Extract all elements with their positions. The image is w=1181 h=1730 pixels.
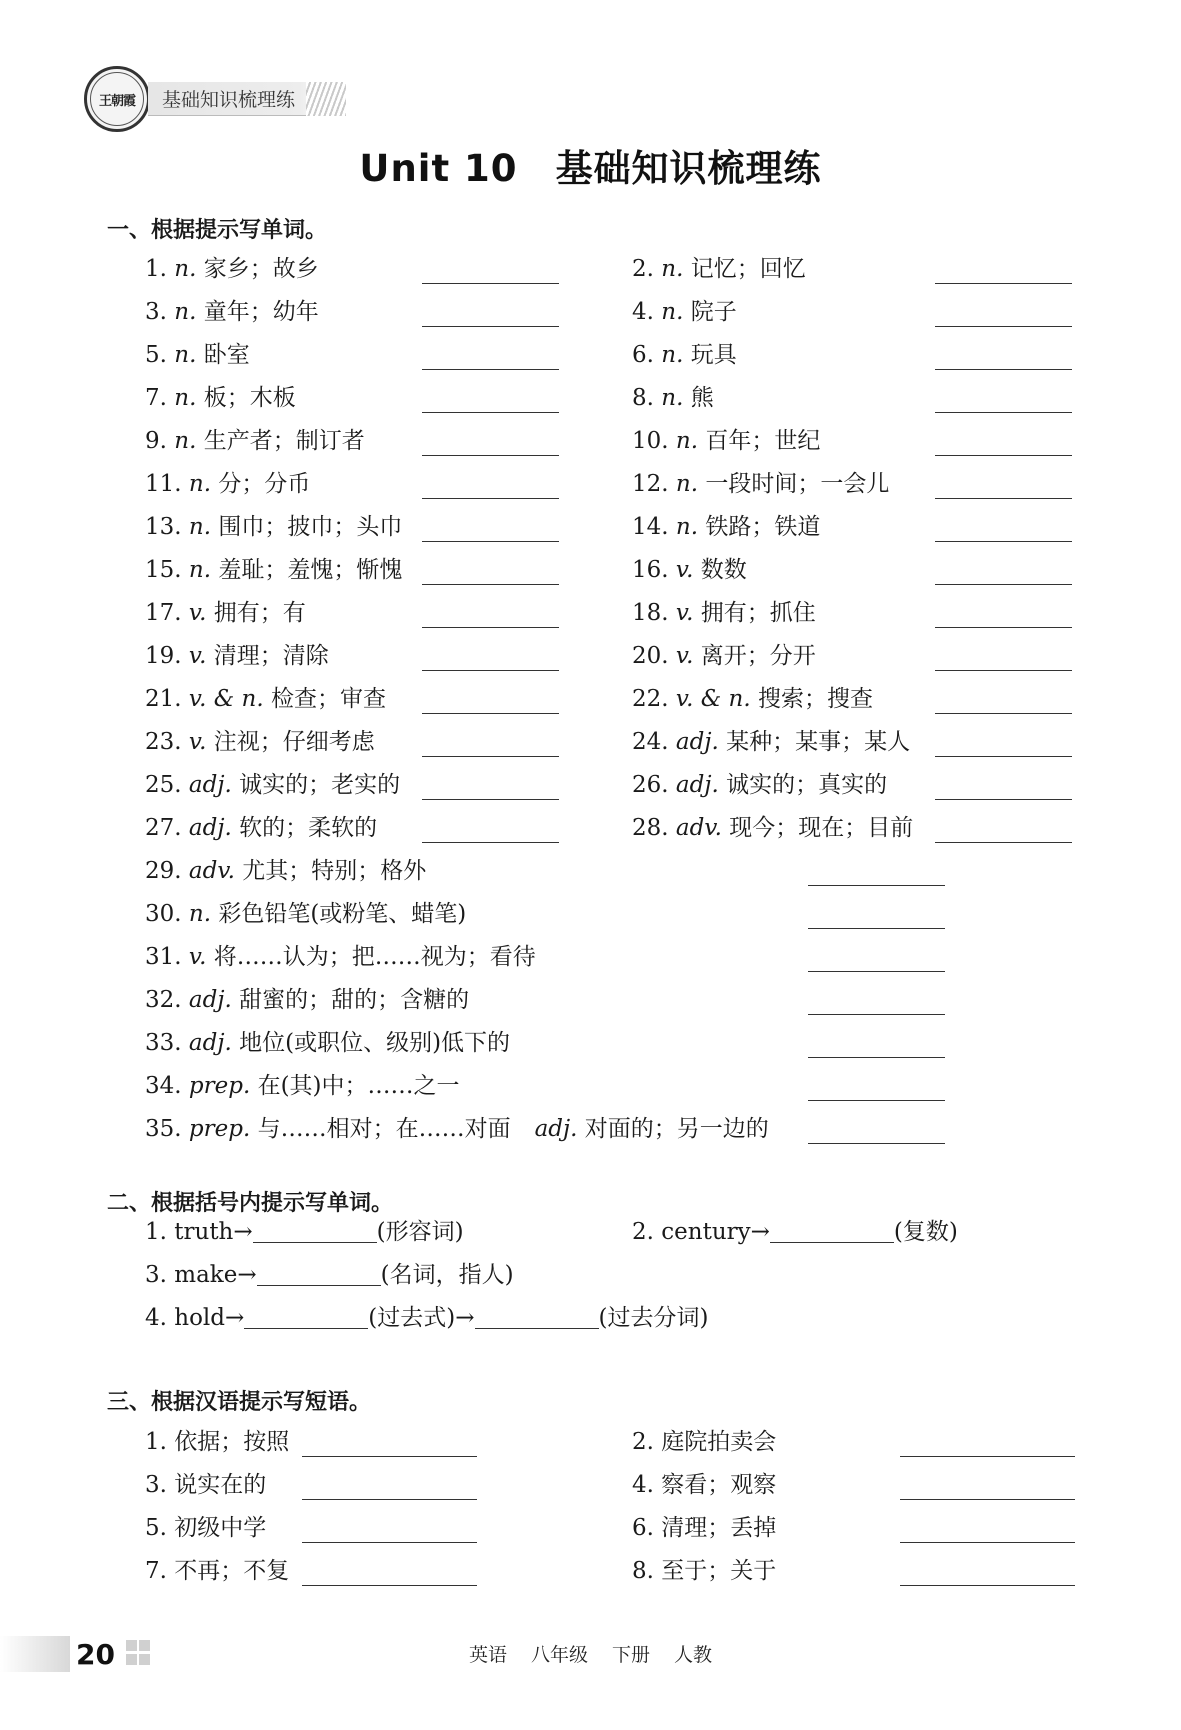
- answer-blank[interactable]: [935, 799, 1072, 800]
- item-phrase-hint: 察看；观察: [661, 1472, 777, 1498]
- item-meaning: 羞耻；羞愧；惭愧: [218, 557, 403, 583]
- answer-blank[interactable]: [422, 756, 559, 757]
- part-of-speech: v.: [188, 729, 207, 755]
- item-meaning: 一段时间；一会儿: [705, 471, 890, 497]
- answer-blank[interactable]: [900, 1456, 1075, 1457]
- part-of-speech: v. & n.: [188, 686, 264, 712]
- item-number: 2.: [632, 1219, 654, 1245]
- part-of-speech: n.: [675, 514, 699, 540]
- s1-item-23: [145, 728, 375, 756]
- answer-blank[interactable]: [808, 1100, 945, 1101]
- part-of-speech: n.: [174, 299, 197, 325]
- item-number: 17.: [145, 600, 182, 626]
- item-hint: (名词，指人): [380, 1262, 514, 1288]
- s1-item-5: [145, 341, 250, 369]
- s3-item-6: [632, 1514, 776, 1542]
- item-meaning: 地位(或职位、级别)低下的: [239, 1030, 511, 1056]
- item-number: 3.: [145, 1262, 167, 1288]
- item-number: 31.: [145, 944, 182, 970]
- part-of-speech: v.: [675, 600, 694, 626]
- section2-heading: 二、根据括号内提示写单词。: [107, 1191, 394, 1216]
- answer-blank[interactable]: [770, 1242, 894, 1243]
- part-of-speech: v.: [188, 643, 207, 669]
- item-meaning: 拥有；抓住: [700, 600, 816, 626]
- item-number: 27.: [145, 815, 182, 841]
- s1-item-20: [632, 642, 816, 670]
- part-of-speech: adv.: [675, 815, 722, 841]
- answer-blank[interactable]: [244, 1328, 368, 1329]
- answer-blank[interactable]: [422, 842, 559, 843]
- s3-item-7: [145, 1557, 289, 1585]
- item-number: 6.: [632, 1515, 654, 1541]
- answer-blank[interactable]: [257, 1285, 381, 1286]
- item-meaning: 甜蜜的；甜的；含糖的: [239, 987, 470, 1013]
- item-number: 21.: [145, 686, 182, 712]
- answer-blank[interactable]: [302, 1499, 477, 1500]
- item-meaning: 熊: [690, 385, 714, 411]
- item-meaning: 将……认为；把……视为；看待: [213, 944, 536, 970]
- item-number: 7.: [145, 1558, 167, 1584]
- item-phrase-hint: 至于；关于: [661, 1558, 777, 1584]
- answer-blank[interactable]: [808, 1014, 945, 1015]
- s1-item-19: [145, 642, 329, 670]
- s3-item-1: [145, 1428, 289, 1456]
- item-meaning: 检查；审查: [271, 686, 386, 712]
- item-meaning: 生产者；制订者: [203, 428, 365, 454]
- item-number: 7.: [145, 385, 167, 411]
- item-meaning: 卧室: [203, 342, 250, 368]
- item-meaning: 软的；柔软的: [239, 815, 378, 841]
- section1-heading: 一、根据提示写单词。: [107, 218, 328, 243]
- s1-item-28: [632, 814, 913, 842]
- answer-blank[interactable]: [422, 412, 559, 413]
- item-number: 22.: [632, 686, 669, 712]
- logo-text: 王朝霞: [90, 72, 144, 126]
- part-of-speech: n.: [661, 342, 684, 368]
- item-meaning: 拥有；有: [213, 600, 306, 626]
- s1-item-9: [145, 427, 365, 455]
- item-number: 24.: [632, 729, 669, 755]
- item-meaning: 搜索；搜查: [758, 686, 873, 712]
- part-of-speech: prep.: [188, 1073, 251, 1099]
- s1-item-22: [632, 685, 873, 713]
- part-of-speech: n.: [661, 256, 684, 282]
- s1-item-33: [145, 1029, 510, 1057]
- item-phrase-hint: 初级中学: [174, 1515, 267, 1541]
- item-phrase-hint: 说实在的: [174, 1472, 267, 1498]
- item-meaning: 分；分币: [218, 471, 311, 497]
- item-meaning: 铁路；铁道: [705, 514, 821, 540]
- answer-blank[interactable]: [422, 584, 559, 585]
- item-meaning: 数数: [700, 557, 747, 583]
- s1-item-35: [145, 1115, 769, 1143]
- answer-blank[interactable]: [935, 584, 1072, 585]
- answer-blank[interactable]: [302, 1456, 477, 1457]
- part-of-speech: n.: [174, 428, 197, 454]
- item-number: 8.: [632, 1558, 654, 1584]
- answer-blank[interactable]: [808, 928, 945, 929]
- item-hint: (复数): [893, 1219, 958, 1245]
- part-of-speech: adj.: [188, 987, 232, 1013]
- part-of-speech: n.: [188, 557, 212, 583]
- s2-item-1: [145, 1218, 464, 1246]
- part-of-speech: n.: [188, 514, 212, 540]
- item-meaning: 尤其；特别；格外: [242, 858, 427, 884]
- s1-item-13: [145, 513, 402, 541]
- part-of-speech: v.: [188, 600, 207, 626]
- item-word: century→: [661, 1219, 770, 1245]
- item-number: 4.: [632, 1472, 654, 1498]
- part-of-speech: n.: [661, 299, 684, 325]
- item-number: 34.: [145, 1073, 182, 1099]
- s1-item-29: [145, 857, 426, 885]
- item-number: 5.: [145, 1515, 167, 1541]
- item-meaning: 对面的；另一边的: [584, 1116, 769, 1142]
- part-of-speech: adj.: [534, 1116, 578, 1142]
- part-of-speech: n.: [661, 385, 684, 411]
- part-of-speech: adj.: [188, 772, 232, 798]
- footer-subject: 英语: [468, 1644, 507, 1666]
- answer-blank[interactable]: [475, 1328, 599, 1329]
- s1-item-27: [145, 814, 377, 842]
- s1-item-32: [145, 986, 469, 1014]
- s1-item-21: [145, 685, 386, 713]
- item-number: 8.: [632, 385, 654, 411]
- item-number: 25.: [145, 772, 182, 798]
- s1-item-18: [632, 599, 816, 627]
- s1-item-15: [145, 556, 402, 584]
- s3-item-5: [145, 1514, 266, 1542]
- s1-item-10: [632, 427, 820, 455]
- item-meaning: 围巾；披巾；头巾: [218, 514, 403, 540]
- section-tab: 基础知识梳理练: [148, 82, 338, 116]
- header-stripes-decoration: [306, 82, 346, 116]
- item-number: 4.: [632, 299, 654, 325]
- footer-volume: 下册: [612, 1644, 651, 1666]
- item-number: 1.: [145, 1219, 167, 1245]
- item-number: 2.: [632, 1429, 654, 1455]
- answer-blank[interactable]: [935, 455, 1072, 456]
- answer-blank[interactable]: [422, 283, 559, 284]
- answer-blank[interactable]: [935, 756, 1072, 757]
- answer-blank[interactable]: [422, 627, 559, 628]
- answer-blank[interactable]: [808, 1057, 945, 1058]
- item-number: 2.: [632, 256, 654, 282]
- part-of-speech: v.: [675, 643, 694, 669]
- item-number: 23.: [145, 729, 182, 755]
- item-number: 6.: [632, 342, 654, 368]
- s1-item-3: [145, 298, 319, 326]
- item-number: 30.: [145, 901, 182, 927]
- section3-heading: 三、根据汉语提示写短语。: [107, 1390, 372, 1415]
- item-meaning: 离开；分开: [700, 643, 816, 669]
- answer-blank[interactable]: [302, 1585, 477, 1586]
- part-of-speech: adj.: [188, 1030, 232, 1056]
- item-meaning: 童年；幼年: [203, 299, 319, 325]
- item-number: 5.: [145, 342, 167, 368]
- answer-blank[interactable]: [935, 670, 1072, 671]
- item-word: truth→: [174, 1219, 253, 1245]
- part-of-speech: n.: [675, 471, 699, 497]
- item-number: 9.: [145, 428, 167, 454]
- item-number: 29.: [145, 858, 182, 884]
- item-meaning: 某种；某事；某人: [726, 729, 911, 755]
- item-meaning: 在(其)中；……之一: [257, 1073, 460, 1099]
- part-of-speech: adj.: [675, 772, 719, 798]
- answer-blank[interactable]: [422, 799, 559, 800]
- answer-blank[interactable]: [935, 842, 1072, 843]
- item-meaning: 诚实的；老实的: [239, 772, 401, 798]
- item-meaning: 注视；仔细考虑: [213, 729, 375, 755]
- answer-blank[interactable]: [808, 971, 945, 972]
- item-meaning: 现今；现在；目前: [729, 815, 914, 841]
- answer-blank[interactable]: [422, 713, 559, 714]
- item-hint: (过去式)→: [368, 1305, 475, 1331]
- s1-item-31: [145, 943, 536, 971]
- item-meaning: 彩色铅笔(或粉笔、蜡笔): [218, 901, 467, 927]
- publisher-logo: [84, 66, 150, 132]
- answer-blank[interactable]: [422, 369, 559, 370]
- item-meaning: 记忆；回忆: [690, 256, 806, 282]
- item-number: 11.: [145, 471, 182, 497]
- item-number: 3.: [145, 299, 167, 325]
- part-of-speech: v.: [675, 557, 694, 583]
- s1-item-8: [632, 384, 714, 412]
- s1-item-6: [632, 341, 737, 369]
- item-word: make→: [174, 1262, 257, 1288]
- s1-item-11: [145, 470, 310, 498]
- answer-blank[interactable]: [900, 1499, 1075, 1500]
- item-number: 18.: [632, 600, 669, 626]
- part-of-speech: n.: [188, 901, 212, 927]
- item-number: 13.: [145, 514, 182, 540]
- item-number: 1.: [145, 1429, 167, 1455]
- s2-item-4: [145, 1304, 708, 1332]
- answer-blank[interactable]: [808, 885, 945, 886]
- s1-item-1: [145, 255, 319, 283]
- s1-item-17: [145, 599, 306, 627]
- item-number: 33.: [145, 1030, 182, 1056]
- s1-item-26: [632, 771, 887, 799]
- part-of-speech: v.: [188, 944, 207, 970]
- answer-blank[interactable]: [302, 1542, 477, 1543]
- answer-blank[interactable]: [422, 326, 559, 327]
- page-number: 20: [76, 1637, 115, 1671]
- item-meaning: 与……相对；在……对面: [257, 1116, 511, 1142]
- answer-blank[interactable]: [900, 1542, 1075, 1543]
- part-of-speech: n.: [174, 256, 197, 282]
- answer-blank[interactable]: [935, 326, 1072, 327]
- footer-grade: 八年级: [530, 1644, 588, 1666]
- item-phrase-hint: 不再；不复: [174, 1558, 290, 1584]
- item-phrase-hint: 依据；按照: [174, 1429, 290, 1455]
- item-meaning: 板；木板: [203, 385, 296, 411]
- s3-item-8: [632, 1557, 776, 1585]
- answer-blank[interactable]: [935, 713, 1072, 714]
- item-number: 15.: [145, 557, 182, 583]
- item-number: 26.: [632, 772, 669, 798]
- item-hint: (形容词): [376, 1219, 464, 1245]
- s1-item-30: [145, 900, 466, 928]
- part-of-speech: n.: [188, 471, 212, 497]
- footer-book-info: [0, 1640, 1181, 1667]
- item-number: 16.: [632, 557, 669, 583]
- s1-item-24: [632, 728, 910, 756]
- part-of-speech: n.: [174, 385, 197, 411]
- part-of-speech: adj.: [675, 729, 719, 755]
- s1-item-34: [145, 1072, 460, 1100]
- part-of-speech: adv.: [188, 858, 235, 884]
- item-number: 4.: [145, 1305, 167, 1331]
- s1-item-14: [632, 513, 820, 541]
- answer-blank[interactable]: [422, 670, 559, 671]
- item-hint: (过去分词): [598, 1305, 709, 1331]
- page-title: [0, 138, 1181, 192]
- item-meaning: 诚实的；真实的: [726, 772, 888, 798]
- answer-blank[interactable]: [422, 541, 559, 542]
- answer-blank[interactable]: [935, 541, 1072, 542]
- s1-item-25: [145, 771, 400, 799]
- answer-blank[interactable]: [935, 412, 1072, 413]
- s3-item-3: [145, 1471, 266, 1499]
- answer-blank[interactable]: [422, 498, 559, 499]
- answer-blank[interactable]: [935, 283, 1072, 284]
- s3-item-4: [632, 1471, 776, 1499]
- s1-item-12: [632, 470, 889, 498]
- item-meaning: 院子: [690, 299, 737, 325]
- s3-item-2: [632, 1428, 776, 1456]
- part-of-speech: n.: [675, 428, 699, 454]
- item-meaning: 清理；清除: [213, 643, 329, 669]
- item-meaning: 家乡；故乡: [203, 256, 319, 282]
- item-word: hold→: [174, 1305, 245, 1331]
- answer-blank[interactable]: [422, 455, 559, 456]
- answer-blank[interactable]: [900, 1585, 1075, 1586]
- s1-item-4: [632, 298, 737, 326]
- item-number: 1.: [145, 256, 167, 282]
- item-number: 19.: [145, 643, 182, 669]
- s2-item-3: [145, 1261, 514, 1289]
- part-of-speech: adj.: [188, 815, 232, 841]
- item-phrase-hint: 清理；丢掉: [661, 1515, 777, 1541]
- item-phrase-hint: 庭院拍卖会: [661, 1429, 777, 1455]
- item-number: 20.: [632, 643, 669, 669]
- item-number: 14.: [632, 514, 669, 540]
- item-number: 28.: [632, 815, 669, 841]
- item-number: 10.: [632, 428, 669, 454]
- answer-blank[interactable]: [935, 627, 1072, 628]
- part-of-speech: v. & n.: [675, 686, 751, 712]
- s1-item-16: [632, 556, 747, 584]
- title-text: 基础知识梳理练: [555, 147, 822, 190]
- answer-blank[interactable]: [935, 498, 1072, 499]
- s1-item-2: [632, 255, 806, 283]
- part-of-speech: prep.: [188, 1116, 251, 1142]
- answer-blank[interactable]: [253, 1242, 377, 1243]
- item-meaning: 玩具: [690, 342, 737, 368]
- item-number: 35.: [145, 1116, 182, 1142]
- unit-label: Unit 10: [359, 147, 518, 190]
- footer-edition: 人教: [674, 1644, 713, 1666]
- answer-blank[interactable]: [808, 1143, 945, 1144]
- item-number: 3.: [145, 1472, 167, 1498]
- item-number: 12.: [632, 471, 669, 497]
- answer-blank[interactable]: [935, 369, 1072, 370]
- s1-item-7: [145, 384, 296, 412]
- item-meaning: 百年；世纪: [705, 428, 821, 454]
- item-number: 32.: [145, 987, 182, 1013]
- part-of-speech: n.: [174, 342, 197, 368]
- s2-item-2: [632, 1218, 958, 1246]
